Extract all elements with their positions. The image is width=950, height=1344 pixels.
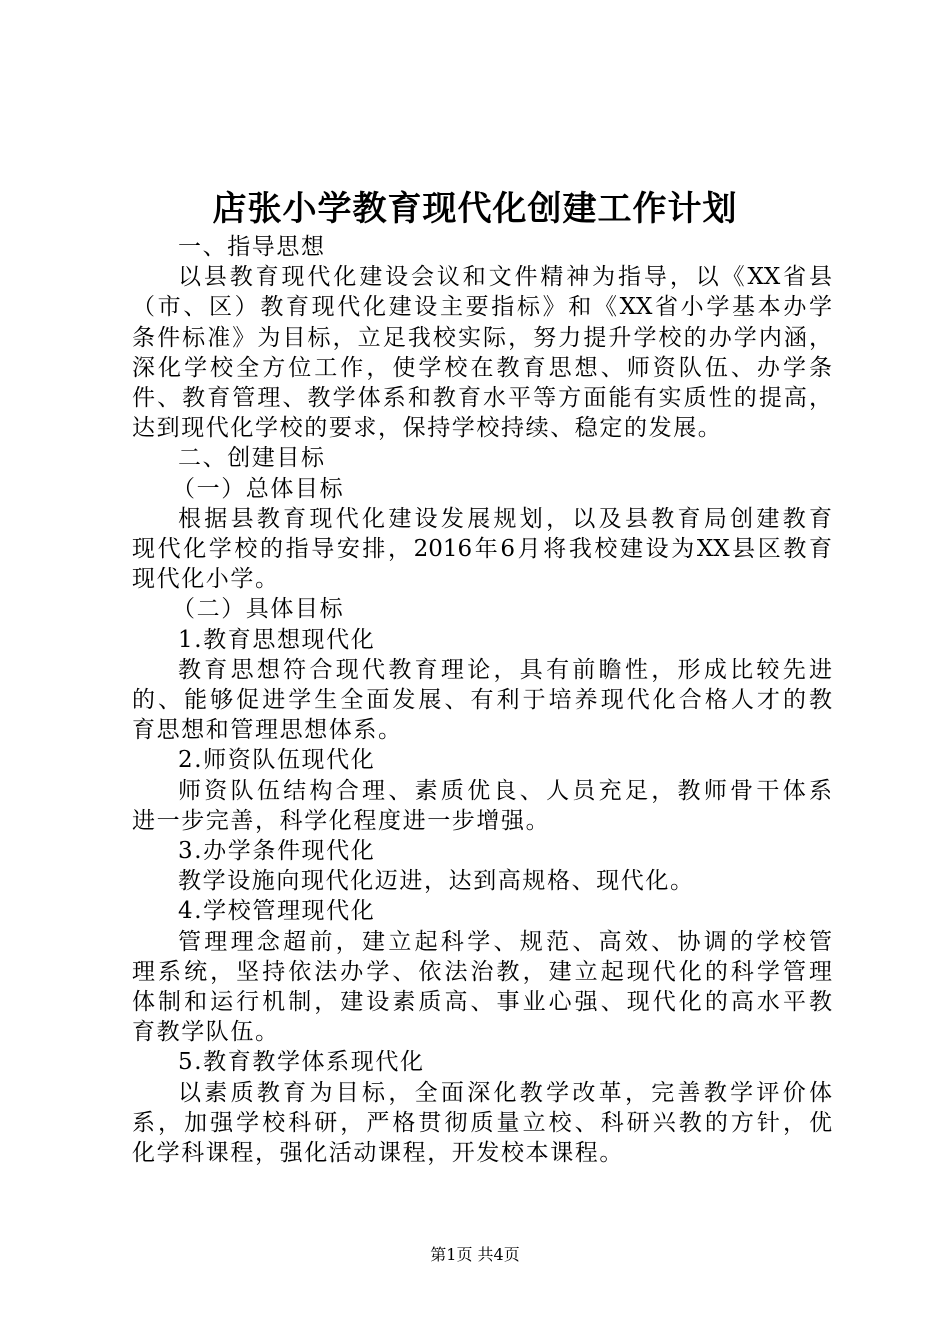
paragraph-line: 管理理念超前，建立起科学、规范、高效、协调的学校管 xyxy=(178,928,832,955)
paragraph-line: 教学设施向现代化迈进，达到高规格、现代化。 xyxy=(178,868,695,895)
paragraph-line: 育思想和管理思想体系。 xyxy=(132,717,403,744)
document-body xyxy=(132,232,832,1168)
paragraph-line: 达到现代化学校的要求，保持学校持续、稳定的发展。 xyxy=(132,415,723,442)
subheading-specific-goals: （二）具体目标 xyxy=(172,596,345,623)
item-heading: 3.办学条件现代化 xyxy=(178,838,376,865)
paragraph-line: 条件标准》为目标，立足我校实际，努力提升学校的办学内涵， xyxy=(132,324,832,351)
paragraph-line: 育教学队伍。 xyxy=(132,1019,280,1046)
paragraph-line: 教育思想符合现代教育理论，具有前瞻性，形成比较先进 xyxy=(178,656,832,683)
item-heading: 2.师资队伍现代化 xyxy=(178,747,376,774)
paragraph-line: 化学科课程，强化活动课程，开发校本课程。 xyxy=(132,1140,624,1167)
item-heading: 4.学校管理现代化 xyxy=(178,898,376,925)
paragraph-line: 进一步完善，科学化程度进一步增强。 xyxy=(132,807,551,834)
heading-creation-goals: 二、创建目标 xyxy=(178,445,326,472)
paragraph-line: 体制和运行机制，建设素质高、事业心强、现代化的高水平教 xyxy=(132,989,832,1016)
page-footer: 第1页 共4页 xyxy=(430,1245,520,1264)
paragraph-line: 的、能够促进学生全面发展、有利于培养现代化合格人才的教 xyxy=(132,687,832,714)
paragraph-line: 以县教育现代化建设会议和文件精神为指导，以《XX省县 xyxy=(178,264,832,291)
paragraph-line: 深化学校全方位工作，使学校在教育思想、师资队伍、办学条 xyxy=(132,354,832,381)
document-title: 店张小学教育现代化创建工作计划 xyxy=(212,189,738,229)
paragraph-line: 以素质教育为目标，全面深化教学改革，完善教学评价体 xyxy=(178,1079,832,1106)
paragraph-line: 根据县教育现代化建设发展规划，以及县教育局创建教育 xyxy=(178,505,832,532)
paragraph-line: 系，加强学校科研，严格贯彻质量立校、科研兴教的方针，优 xyxy=(132,1109,832,1136)
subheading-overall-goal: （一）总体目标 xyxy=(172,475,345,502)
paragraph-line: 师资队伍结构合理、素质优良、人员充足，教师骨干体系 xyxy=(178,777,832,804)
item-heading: 1.教育思想现代化 xyxy=(178,626,376,653)
heading-guiding-ideology: 一、指导思想 xyxy=(178,234,326,260)
paragraph-line: （市、区）教育现代化建设主要指标》和《XX省小学基本办学 xyxy=(132,294,832,321)
paragraph-line: 理系统，坚持依法办学、依法治教，建立起现代化的科学管理 xyxy=(132,958,832,985)
paragraph-line: 件、教育管理、教学体系和教育水平等方面能有实质性的提高， xyxy=(132,385,832,412)
paragraph-line: 现代化小学。 xyxy=(132,566,280,593)
item-heading: 5.教育教学体系现代化 xyxy=(178,1049,425,1076)
paragraph-line: 现代化学校的指导安排，2016年6月将我校建设为XX县区教育 xyxy=(132,536,832,563)
